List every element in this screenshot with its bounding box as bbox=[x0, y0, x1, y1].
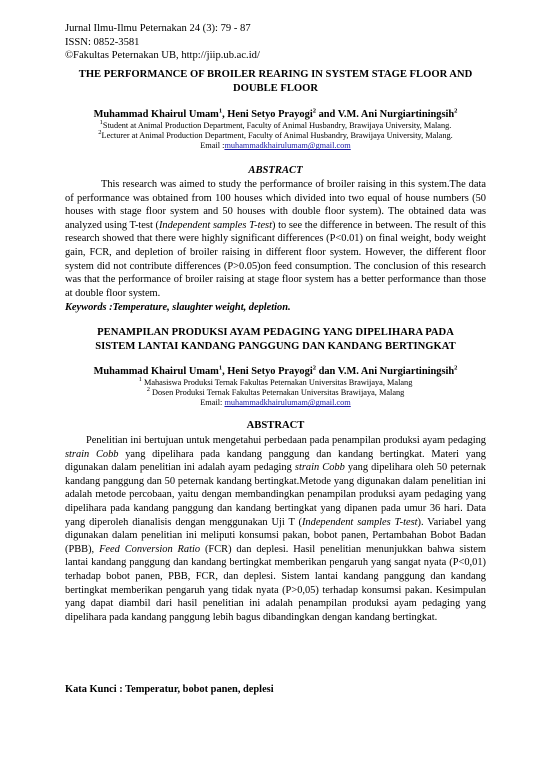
affiliation-text: Student at Animal Production Department, Faculty of Animal Husbandry, Brawijaya University, Malang. bbox=[102, 121, 452, 130]
english-keywords: Keywords :Temperature, slaughter weight, depletion. bbox=[65, 302, 291, 313]
email-label: Email: bbox=[200, 398, 225, 408]
abstract-italic-text: strain Cobb bbox=[294, 462, 345, 474]
journal-citation: Jurnal Ilmu-Ilmu Peternakan 24 (3): 79 - 87 bbox=[65, 23, 251, 34]
issn: ISSN: 0852-3581 bbox=[65, 36, 140, 48]
publisher-line: ©Fakultas Peternakan UB, http://jiip.ub.ac.id/ bbox=[65, 50, 260, 62]
abstract-italic-text: strain Cobb bbox=[65, 448, 119, 460]
author-superscript: 2 bbox=[312, 364, 316, 372]
author-name: dan V.M. Ani Nurgiartiningsih bbox=[315, 366, 455, 377]
indonesian-abstract-body bbox=[65, 434, 486, 624]
affiliation-superscript: 1 bbox=[138, 376, 142, 384]
abstract-text: ). Variabel yang digunakan dalam penelitian ini meliputi konsumsi pakan, bobot panen, Pertambahan Bobot Badan (PBB), bbox=[65, 516, 486, 555]
affiliation-2 bbox=[65, 131, 486, 141]
abstract-text: Penelitian ini bertujuan untuk mengetahui perbedaan pada penampilan produksi ayam pedaging bbox=[86, 435, 486, 446]
affiliation-1 bbox=[65, 121, 486, 131]
author-name: , Heni Setyo Prayogi bbox=[222, 366, 313, 377]
author-name: , Heni Setyo Prayogi bbox=[222, 109, 313, 120]
email-link[interactable]: muhammadkhairulumam@gmail.com bbox=[224, 141, 351, 151]
abstract-italic-text: Independent samples T-test bbox=[301, 516, 418, 528]
indonesian-abstract-heading: ABSTRACT bbox=[246, 420, 305, 431]
author-name: Muhammad Khairul Umam bbox=[93, 109, 219, 120]
author-superscript: 1 bbox=[218, 107, 223, 115]
journal-header bbox=[65, 22, 260, 63]
affiliation-superscript: 1 bbox=[99, 119, 103, 127]
abstract-text: yang dipelihara oleh 50 peternak kandang panggung dan 50 peternak kandang bertingkat.Metode yang digunakan dalam penelitian ini adalah metode percobaan, yaitu dengan membandingkan penampilan produksi ayam pedaging yang dipelihara pada kandang panggung dan kandang bertingkat yang dipanen pada umur 36 hari. Data yang diperoleh dianalisis dengan menggunakan Uji T ( bbox=[65, 462, 486, 528]
author-name: and V.M. Ani Nurgiartiningsih bbox=[315, 109, 455, 120]
indonesian-authors bbox=[65, 365, 486, 378]
english-title-line-2: DOUBLE FLOOR bbox=[232, 82, 319, 94]
affiliation-text: Lecturer at Animal Production Department, Faculty of Animal Husbandry, Brawijaya University, Malang. bbox=[101, 131, 453, 141]
english-affiliations bbox=[65, 121, 486, 152]
abstract-text: (FCR) dan deplesi. Hasil penelitian menunjukkan bahwa sistem lantai kandang panggung dan kandang bertingkat memberikan pengaruh yang sangat nyata (P<0,01) terhadap bobot panen, PBB, FCR, dan deplesi. Sistem lantai kandang panggung dan kandang bertingkat memberikan pengaruh yang tidak nyata (P>0,05) terhadap konsumsi pakan. Kesimpulan yang dapat diambil dari hasil penelitian ini adalah penampilan produksi ayam pedaging yang dipelihara pada kandang panggung lebih bagus dibandingkan dengan kandang bertingkat. bbox=[65, 543, 486, 623]
author-name: Muhammad Khairul Umam bbox=[93, 366, 219, 377]
author-superscript: 2 bbox=[454, 107, 458, 115]
email-link[interactable]: muhammadkhairulumam@gmail.com bbox=[224, 398, 351, 408]
affiliation-superscript: 2 bbox=[146, 386, 150, 394]
indonesian-title-line-1: PENAMPILAN PRODUKSI AYAM PEDAGING YANG DIPELIHARA PADA bbox=[97, 327, 454, 338]
indonesian-affiliations bbox=[65, 378, 486, 409]
english-abstract-body bbox=[65, 178, 486, 300]
affiliation-text: Dosen Produksi Ternak Fakultas Peternakan Universitas Brawijaya, Malang bbox=[149, 388, 405, 398]
email-line bbox=[65, 398, 486, 408]
english-title-line-1: THE PERFORMANCE OF BROILER REARING IN SYSTEM STAGE FLOOR AND bbox=[78, 69, 473, 80]
abstract-text: ) to see the difference in between. The result of this research showed that there were highly significant differences (P<0.01) on final weight, body weight gain, FCR, and depletion of broiler raising in different floor system. However, the different floor system did not contribute differences (P>0.05)on feed consumption. The conclusion of this research was that the performance of broiler raising at stage floor system has a better performance than those at double floor system. bbox=[65, 219, 486, 299]
affiliation-superscript: 2 bbox=[98, 129, 102, 137]
abstract-italic-text: Independent samples T-test bbox=[158, 219, 272, 231]
abstract-italic-text: Feed Conversion Ratio bbox=[99, 543, 201, 555]
affiliation-1 bbox=[65, 378, 486, 388]
english-authors bbox=[65, 108, 486, 121]
abstract-text: This research was aimed to study the performance of broiler raising in this system.The data of performance was obtained from 100 houses which divided into two equal of house numbers (50 houses with stage floor system and 50 houses with double floor system). The obtained data was analyzed using T-test ( bbox=[65, 179, 486, 231]
email-line bbox=[65, 141, 486, 151]
abstract-text: yang dipelihara pada kandang panggung dan kandang bertingkat. Materi yang digunakan dalam penelitian ini adalah ayam pedaging bbox=[65, 448, 486, 474]
english-abstract-heading: ABSTRACT bbox=[248, 165, 303, 176]
indonesian-title-line-2: SISTEM LANTAI KANDANG PANGGUNG DAN KANDANG BERTINGKAT bbox=[95, 340, 456, 352]
affiliation-text: Mahasiswa Produksi Ternak Fakultas Peternakan Universitas Brawijaya, Malang bbox=[141, 378, 413, 387]
english-title bbox=[65, 68, 486, 96]
author-superscript: 2 bbox=[312, 107, 316, 115]
affiliation-2 bbox=[65, 388, 486, 398]
author-superscript: 2 bbox=[454, 364, 458, 372]
indonesian-title bbox=[65, 326, 486, 354]
indonesian-keywords: Kata Kunci : Temperatur, bobot panen, deplesi bbox=[65, 684, 274, 695]
author-superscript: 1 bbox=[218, 364, 223, 372]
email-label: Email : bbox=[200, 141, 225, 151]
